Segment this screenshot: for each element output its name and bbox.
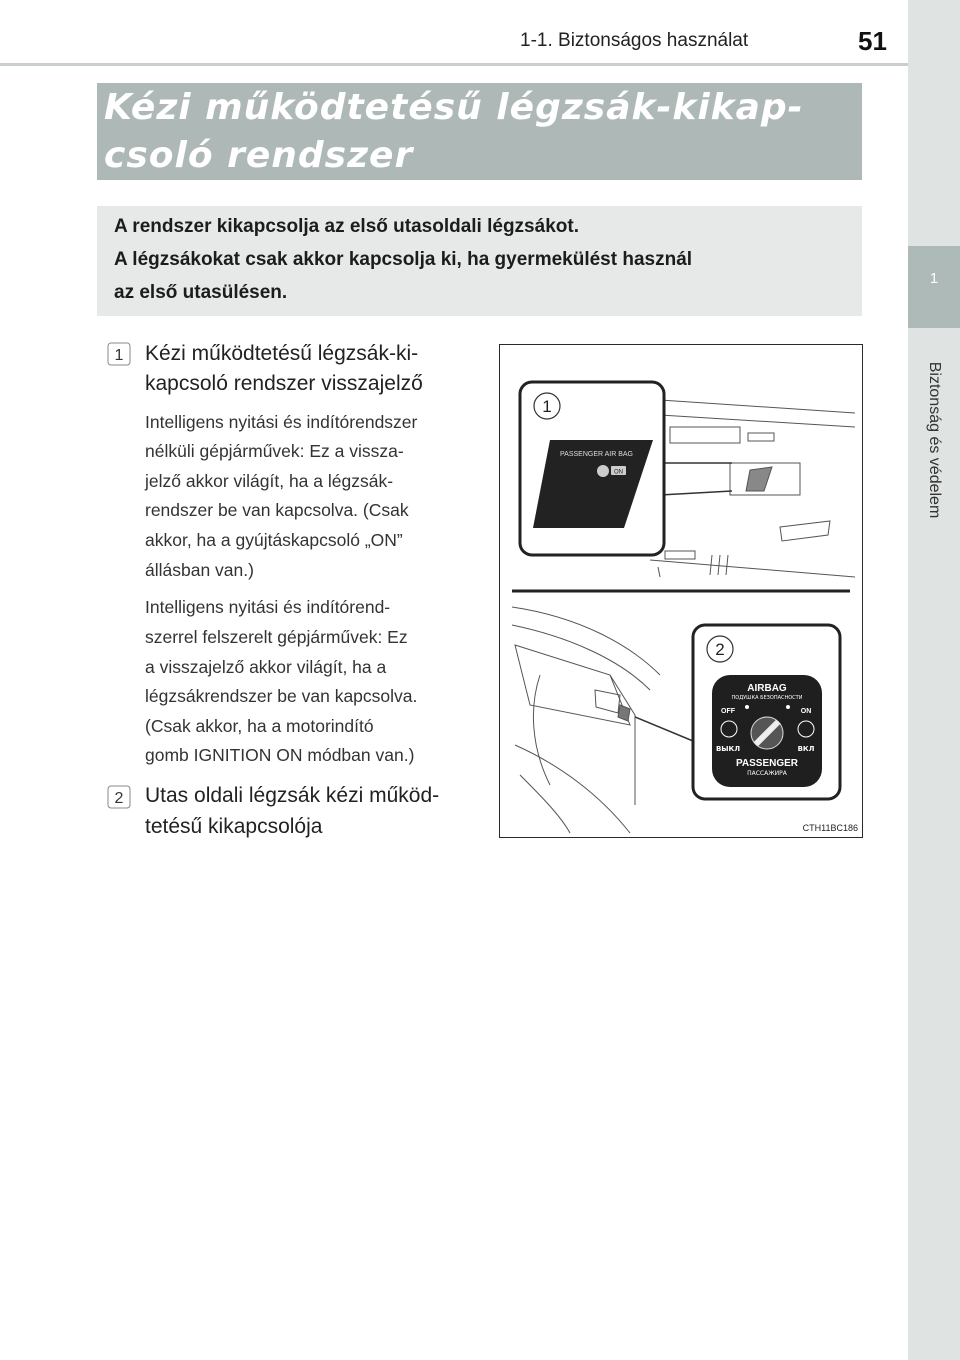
item-body-line: jelző akkor világít, ha a légzsák- xyxy=(145,471,394,491)
airbag-illustration xyxy=(499,344,863,838)
illustration-drawing xyxy=(500,345,862,837)
running-header: 1-1. Biztonságos használat xyxy=(520,30,749,51)
item-title-line: kapcsoló rendszer visszajelző xyxy=(145,372,423,395)
chapter-number: 1 xyxy=(929,270,939,287)
figure-code: CTH11BC186 xyxy=(802,823,858,833)
callout2-leader xyxy=(635,717,693,741)
switch-off-ru-label: ВЫКЛ xyxy=(715,745,741,753)
callout1-leader xyxy=(660,463,732,495)
chapter-side-tab xyxy=(908,0,960,1360)
switch-off-label: OFF xyxy=(721,708,735,715)
intro-line-2: A légzsákokat csak akkor kapcsolja ki, ha gyermekülést használ xyxy=(114,249,693,270)
intro-line-1: A rendszer kikapcsolja az első utasoldali légzsákot. xyxy=(114,216,579,237)
section-title-line-1: Kézi működtetésű légzsák-kikap- xyxy=(104,87,804,128)
switch-on-dot xyxy=(786,705,790,709)
glovebox-sketch xyxy=(512,607,660,833)
airbag-off-symbol-icon xyxy=(597,465,609,477)
item-body-line: állásban van.) xyxy=(145,560,254,580)
item-title-line: tetésű kikapcsolója xyxy=(145,815,323,838)
item-body-line: Intelligens nyitási és indítórendszer xyxy=(145,412,418,432)
item-title-line: Utas oldali légzsák kézi működ- xyxy=(145,784,440,807)
dashboard-top-sketch xyxy=(650,400,855,577)
callout2-number: 2 xyxy=(715,640,725,659)
item-body-line: gomb IGNITION ON módban van.) xyxy=(145,745,415,765)
item-number-icon xyxy=(107,785,131,809)
chapter-label: Biztonság és védelem xyxy=(926,361,943,519)
intro-line-3: az első utasülésen. xyxy=(114,282,288,303)
switch-on-ru-label: ВКЛ xyxy=(797,745,815,753)
intro-box xyxy=(97,206,862,316)
item-body-line: a visszajelző akkor világít, ha a xyxy=(145,657,387,677)
switch-off-dot xyxy=(745,705,749,709)
callout1-number: 1 xyxy=(542,397,552,416)
header-rule xyxy=(0,63,908,66)
item-body-line: rendszer be van kapcsolva. (Csak xyxy=(145,500,409,520)
section-title xyxy=(104,84,804,180)
chapter-tab-marker xyxy=(908,246,960,328)
switch-passenger-label: PASSENGER xyxy=(735,758,799,769)
page-number: 51 xyxy=(858,26,887,56)
item-body-line: (Csak akkor, ha a motorindító xyxy=(145,716,374,736)
item-body-line: Intelligens nyitási és indítórend- xyxy=(145,597,391,617)
item-number-icon xyxy=(107,342,131,366)
switch-on-label: ON xyxy=(800,708,812,715)
indicator-on-text: ON xyxy=(614,469,623,476)
indicator-text: PASSENGER AIR BAG xyxy=(560,451,634,458)
item-body-line: légzsákrendszer be van kapcsolva. xyxy=(145,686,418,706)
item-body-line: akkor, ha a gyújtáskapcsoló „ON” xyxy=(145,530,403,550)
switch-airbag-label: AIRBAG xyxy=(747,683,787,694)
item-number: 1 xyxy=(114,347,124,364)
item-title-line: Kézi működtetésű légzsák-ki- xyxy=(145,342,419,365)
section-title-line-2: csoló rendszer xyxy=(104,135,414,176)
switch-airbag-ru-label: ПОДУШКА БЕЗОПАСНОСТИ xyxy=(731,695,803,701)
item-body-line: nélküli gépjárművek: Ez a vissza- xyxy=(145,441,404,461)
switch-passenger-ru-label: ПАССАЖИРА xyxy=(747,770,787,777)
item-body-line: szerrel felszerelt gépjárművek: Ez xyxy=(145,627,408,647)
item-number: 2 xyxy=(114,790,124,807)
